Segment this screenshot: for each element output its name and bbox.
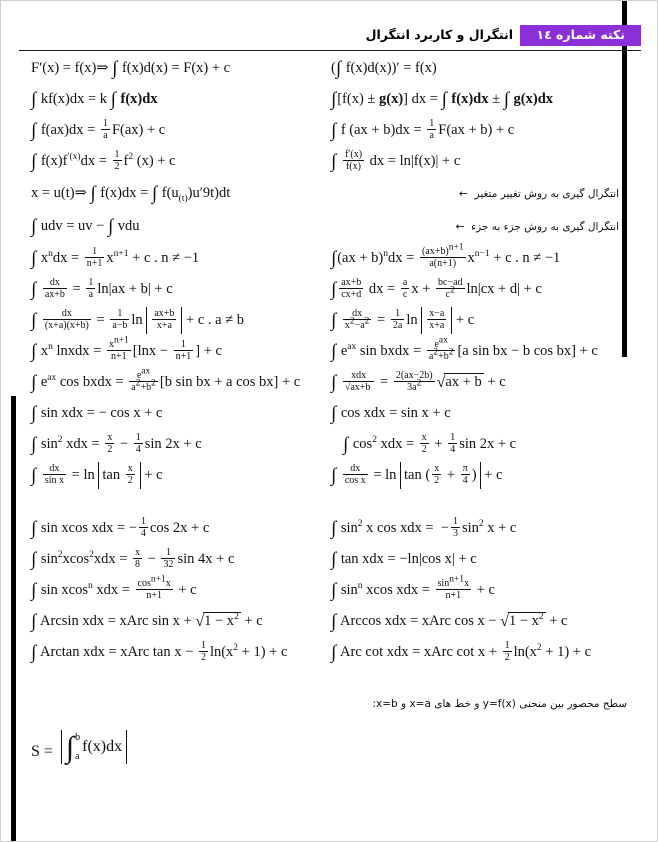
area-formula	[31, 730, 127, 764]
formula-cell: ∫ $\frac{\text{xdx}}{√ax+b}$ = $\frac{2(ax-2b)}{3a^2}$ √ax + b + c	[331, 369, 506, 394]
formula-cell: x = u(t)⇒ ∫ f(x)dx = ∫ $f(u_{(t)})u'9t)dt$	[31, 183, 231, 204]
area-formula-label: S =	[31, 743, 53, 760]
formula-cell: ∫ cos xdx = sin x + c	[331, 403, 451, 424]
area-note: سطح محصور بین منحنی y=f(x) و خط های x=a و x=b:	[372, 698, 627, 710]
formula-cell: ∫ f(ax)dx = $\frac{1}{a}$ F(ax) + c	[31, 117, 166, 142]
formula-row	[19, 544, 619, 575]
formula-cell: ∫ sin xdx = − cos x + c	[31, 403, 163, 424]
formula-cell: ∫ $e^{ax}$ cos bxdx = $\frac{e^{ax}}{a^2+b^2}$ [b sin bx + a cos bx] + c	[31, 366, 301, 394]
left-margin-bar	[11, 396, 16, 842]
section-gap	[19, 491, 619, 513]
formula-cell: ∫ $\frac{f'(x)}{f(x)}$ dx = ln|f(x)| + c	[331, 148, 461, 173]
formula-cell: ∫ $\cos^2$ xdx = $\frac{x}{2}$ + $\frac{1}{4}$ sin 2x + c	[343, 431, 517, 456]
formula-cell: ∫ $\sin^2$ xdx = $\frac{x}{2}$ − $\frac{1}{4}$ sin 2x + c	[31, 431, 202, 456]
formula-cell: ∫ Arcsin xdx = xArc $\sin x + √1 - x^2 + c$	[31, 611, 263, 632]
integrand: f(x)dx	[82, 738, 123, 755]
header-divider	[19, 50, 641, 51]
note-number-badge: نکته شماره ١٤	[520, 25, 641, 46]
formula-cell: ∫ $x^n$ lnxdx = $\frac{x^{n+1}}{n+1}$ [lnx − $\frac{1}{n+1}$ ] + c	[31, 335, 222, 363]
formula-cell: ∫ f (ax + b)dx = $\frac{1}{a}$ F(ax + b) + c	[331, 117, 515, 142]
formula-row	[19, 429, 619, 460]
formula-cell: ∫ kf(x)dx = k ∫ f(x)dx	[31, 89, 158, 110]
formula-cell: ∫ Arccos xdx = xArc $\cos x - √1 - x^2 + c$	[331, 611, 568, 632]
method-note-label: انتگرال گیری به روش تغییر متغیر	[474, 187, 619, 200]
formula-row	[19, 336, 619, 367]
formula-cell: ∫ sin xcos xdx = − $\frac{1}{4}$ cos 2x + c	[31, 515, 210, 540]
formula-cell: (∫ f(x)d(x))′ = f(x)	[331, 58, 437, 79]
definite-integral	[61, 730, 127, 764]
formula-row	[19, 606, 619, 637]
right-margin-bar	[622, 1, 627, 357]
formula-cell: ∫ Arctan xdx = xArc tan x − $\frac{1}{2}$ $\ln(x^2 + 1) + c$	[31, 639, 288, 664]
formula-row	[19, 146, 619, 177]
integral-icon: ∫	[65, 731, 75, 764]
arrow-left-icon: ←	[459, 187, 468, 200]
lower-limit: a	[75, 751, 80, 762]
integral-limits	[75, 732, 80, 762]
formula-cell: ∫ tan xdx = −ln|cos x| + c	[331, 549, 477, 570]
formula-cell: ∫[f(x) ± g(x)] dx = ∫ f(x)dx ± ∫ g(x)dx	[331, 89, 554, 110]
formula-cell: ∫ $\frac{dx}{(x+a)(x+b)}$ = $\frac{1}{a-b}$ ln $\frac{ax+b}{x+a}$ + c . a ≠ b	[19, 305, 331, 335]
formula-cell: ∫ $\frac{dx}{ax+b}$ = $\frac{1}{a}$ ln|ax + b| + c	[31, 276, 173, 301]
formula-cell: ∫(ax + b)$^n$dx = $\frac{(ax+b)^{n+1}}{a(n+1)}$ $x^{n-1} + c$ . n ≠ −1	[331, 242, 561, 270]
formula-cell: ∫ $x^ndx$ = $\frac{1}{n+1}$ $x^{n+1} + c$ . n ≠ −1	[31, 245, 200, 270]
formula-cell: ∫ $\frac{dx}{\text{sin x}}$ = ln tan $\frac{x}{2}$ + c	[19, 460, 331, 490]
formula-row	[19, 274, 619, 305]
formula-row	[19, 243, 619, 274]
page-header	[19, 25, 641, 49]
formula-grid	[19, 53, 619, 668]
formula-cell: F′(x) = f(x)⇒ ∫ f(x)d(x) = F(x) + c	[31, 58, 231, 79]
formula-row	[19, 305, 619, 336]
upper-limit: b	[75, 732, 81, 743]
formula-note-row	[19, 210, 619, 243]
formula-row	[19, 115, 619, 146]
formula-cell: ∫ $\sin^2 x$ cos xdx = − $\frac{1}{3}$ $\sin^2 x + c$	[331, 515, 517, 540]
formula-cell: ∫ $\sin^2xcos^2xdx$ = $\frac{x}{8}$ − $\frac{1}{32}$ sin 4x + c	[31, 546, 235, 571]
formula-cell: ∫ sin xcos$^n$ xdx = $\frac{\cos^{n+1}x}{n+1}$ + c	[31, 574, 197, 602]
formula-row	[19, 84, 619, 115]
formula-cell: ∫ udv = uv − ∫ vdu	[31, 216, 140, 237]
formula-cell: ∫ $f(x)f^{'(x)}dx$ = $\frac{1}{2}$ $f^2$ (x) + c	[31, 148, 176, 173]
formula-row	[19, 398, 619, 429]
method-note	[331, 221, 619, 233]
formula-row	[19, 637, 619, 668]
formula-cell: ∫ $e^{ax}$ sin bxdx = $\frac{e^{ax}}{a^2+b^2}$ [a sin bx − b cos bx] + c	[331, 335, 598, 363]
method-note	[331, 188, 619, 200]
method-note-label: انتگرال گیری به روش جزء به جزء	[471, 220, 619, 233]
arrow-left-icon: ←	[455, 220, 465, 233]
formula-row	[19, 575, 619, 606]
formula-note-row	[19, 177, 619, 210]
formula-cell: ∫ $\sin^n xcos$ xdx = $\frac{\sin^{n+1}x}{n+1}$ + c	[331, 574, 495, 602]
formula-row	[19, 460, 619, 491]
formula-row	[19, 367, 619, 398]
formula-cell: ∫ $\frac{dx}{x^2-a^2}$ = $\frac{1}{2a}$ ln $\frac{x-a}{x+a}$ + c	[331, 305, 619, 335]
formula-cell: ∫ $\frac{dx}{\text{cos x}}$ = ln tan ( $\frac{x}{2}$ + $\frac{\pi}{4}$ ) + c	[331, 460, 619, 490]
page-title: انتگرال و کاربرد انتگرال	[365, 27, 513, 42]
formula-row	[19, 53, 619, 84]
formula-cell: ∫ $\frac{ax+b}{cx+d}$ dx = $\frac{a}{c}$ x + $\frac{bc-ad}{c^2}$ ln|cx + d| + c	[331, 276, 542, 301]
formula-cell: ∫ Arc cot xdx = xArc cot x + $\frac{1}{2}$ $\ln(x^2 + 1) + c$	[331, 639, 592, 664]
formula-row	[19, 513, 619, 544]
